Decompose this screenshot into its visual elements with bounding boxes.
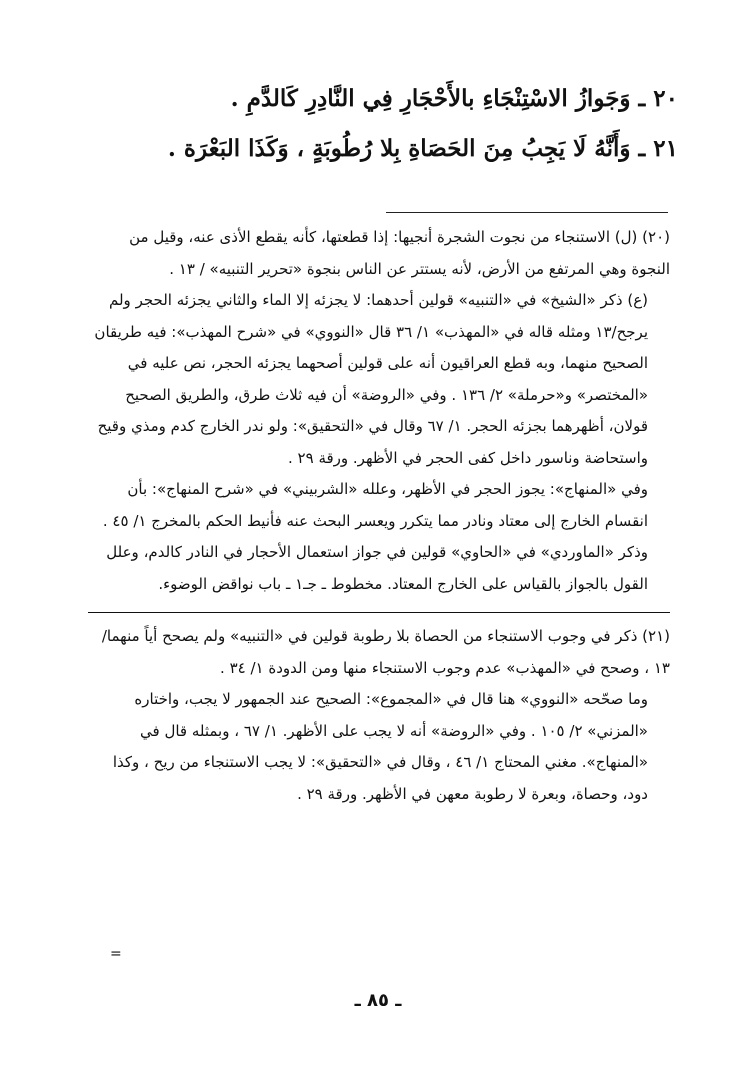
page-number: ـ ٨٥ ـ xyxy=(354,990,402,1011)
footnote-20-minhaj: وفي «المنهاج»: يجوز الحجر في الأظهر، وعلله «الشربيني» في «شرح المنهاج»: بأن انقسام الخارج إلى معتاد ونادر مما يتكرر ويعسر البحث عنه فأنيط الحكم بالمخرج ١/ ٤٥ . وذكر «الماوردي» في «الحاوي» قولين في جواز استعمال الأحجار في النادر كالدم، وعلل القول بالجواز بالقياس على الخارج المعتاد. مخطوط ـ جـ١ ـ باب نواقض الوضوء. xyxy=(102,480,648,593)
footnotes xyxy=(88,222,670,822)
footnote-divider xyxy=(88,612,670,613)
main-line-20: ٢٠ ـ وَجَوازُ الاسْتِنْجَاءِ بالأَحْجَارِ فِي النَّادِرِ كَالدَّمِ . xyxy=(230,85,678,112)
footnote-21 xyxy=(88,621,670,810)
main-text xyxy=(78,84,678,184)
footnote-20-commentary: (ع) ذكر «الشيخ» في «التنبيه» قولين أحدهما: لا يجزئه إلا الماء والثاني يجزئه الحجر ولم يرجح/١٣ ومثله قاله في «المهذب» ١/ ٣٦ قال «النووي» في «شرح المهذب»: فيه طريقان الصحيح منهما، وبه قطع العراقيون أنه على قولين أصحهما يجزئه الحجر، نص عليه في «المختصر» و«حرملة» ٢/ ١٣٦ . وفي «الروضة» أن فيه ثلاث طرق، والطريق الصحيح قولان، أظهرهما بجزئه الحجر. ١/ ٦٧ وقال في «التحقيق»: ولو ندر الخارج كدم ومذي وقيح واستحاضة وناسور داخل كفى الحجر في الأظهر. ورقة ٢٩ . xyxy=(94,291,648,467)
main-line-21: ٢١ ـ وَأَنَّهُ لَا يَجِبُ مِنَ الحَصَاةِ بِلا رُطُوبَةٍ ، وَكَذَا البَعْرَة . xyxy=(167,135,678,162)
continuation-mark: = xyxy=(110,946,122,962)
footnote-21-main: (٢١) ذكر في وجوب الاستنجاء من الحصاة بلا رطوبة قولين في «التنبيه» ولم يصحح أياً منهما/١٣ ، وصحح في «المهذب» عدم وجوب الاستنجاء منها ومن الدودة ١/ ٣٤ . xyxy=(101,627,670,677)
footnote-20 xyxy=(88,222,670,600)
footnote-21-nawawi: وما صحّحه «النووي» هنا قال في «المجموع»: الصحيح عند الجمهور لا يجب، واختاره «المزني» ٢/ ١٠٥ . وفي «الروضة» أنه لا يجب على الأظهر. ١/ ٦٧ ، وبمثله قال في «المنهاج». مغني المحتاج ١/ ٤٦ ، وقال في «التحقيق»: لا يجب الاستنجاء من ريح ، وكذا دود، وحصاة، وبعرة لا رطوبة معهن في الأظهر. ورقة ٢٩ . xyxy=(112,690,648,803)
footnote-separator xyxy=(386,212,668,213)
footnote-20-definition: (٢٠) (ل) الاستنجاء من نجوت الشجرة أنجيها: إذا قطعتها، كأنه يقطع الأذى عنه، وقيل من النجوة وهي المرتفع من الأرض، لأنه يستتر عن الناس بنجوة «تحرير التنبيه» / ١٣ . xyxy=(129,228,670,278)
